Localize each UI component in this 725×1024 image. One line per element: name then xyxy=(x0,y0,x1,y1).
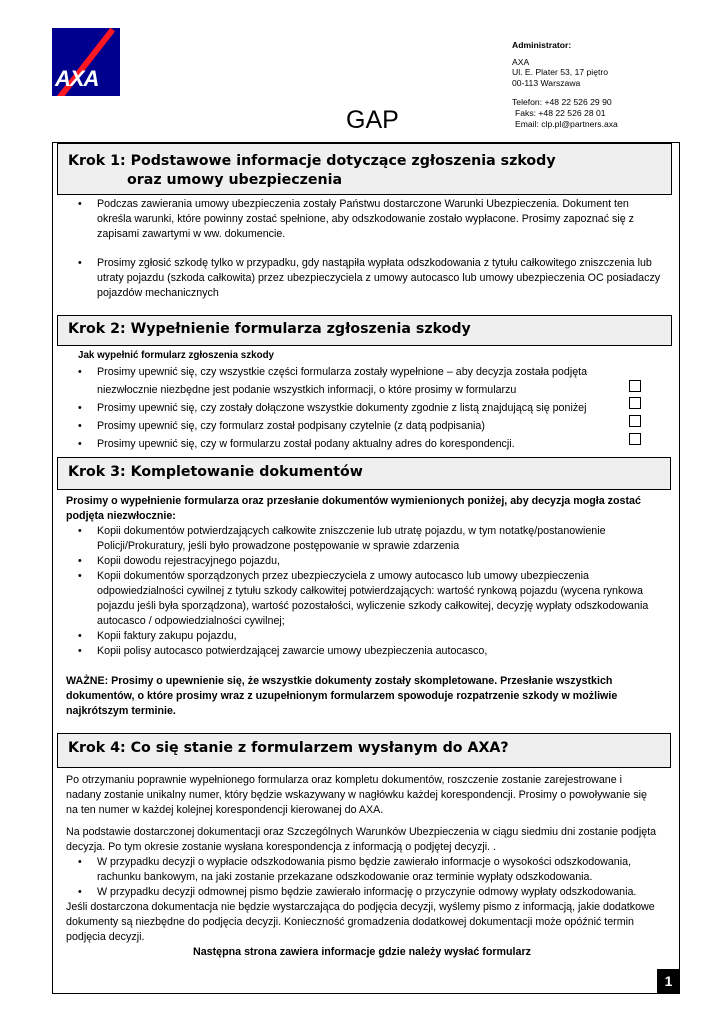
list-item: • Kopii dokumentów potwierdzających całkowite zniszczenie lub utratę pojazdu, w tym notatkę/postanowienie Policji/Prokuratury, jeśli było prowadzone postępowanie w sprawie zdarzenia xyxy=(78,525,606,552)
step4-content xyxy=(66,773,658,960)
admin-label: Administrator: xyxy=(512,40,572,50)
step1-title-line2: oraz umowy ubezpieczenia xyxy=(127,172,343,188)
step1-list xyxy=(66,197,662,301)
checkbox-form-signed[interactable] xyxy=(629,415,641,427)
step2-subtitle: Jak wypełnić formularz zgłoszenia szkody xyxy=(78,350,274,361)
step3-content xyxy=(66,494,656,719)
logo-text: AXA xyxy=(55,66,99,91)
step3-warning: WAŻNE: Prosimy o upewnienie się, że wszystkie dokumenty zostały skompletowane. Przesłanie wszystkich dokumentów, o które prosimy wraz z uzupełnionym formularzem spowoduje rozpatrzenie szkody w możliwie najkrótszym terminie. xyxy=(66,675,618,717)
list-item: • Prosimy upewnić się, czy formularz został podpisany czytelnie (z datą podpisania) xyxy=(78,420,485,432)
list-item: • Podczas zawierania umowy ubezpieczenia zostały Państwu dostarczone Warunki Ubezpieczenia. Dokument ten określa warunki, które powinny zostać spełnione, aby odszkodowanie zostało wypłacone. Prosimy zapoznać się z zapisami zawartymi w ww. dokumencie. xyxy=(78,198,635,240)
admin-phone: Telefon: +48 22 526 29 90 xyxy=(512,97,612,108)
checkbox-address-provided[interactable] xyxy=(629,433,641,445)
step1-header xyxy=(57,143,672,195)
next-page-note: Następna strona zawiera informacje gdzie należy wysłać formularz xyxy=(193,946,531,958)
step2-content xyxy=(66,348,626,453)
step2-title: Krok 2: Wypełnienie formularza zgłoszenia szkody xyxy=(68,321,471,337)
admin-street: Ul. E. Plater 53, 17 piętro xyxy=(512,67,609,78)
admin-company: AXA xyxy=(512,56,530,67)
list-item: • W przypadku decyzji odmownej pismo będzie zawierało informację o przyczynie odmowy wypłaty odszkodowania. xyxy=(78,886,637,898)
step1-content xyxy=(66,197,662,301)
list-item: • Prosimy upewnić się, czy zostały dołączone wszystkie dokumenty zgodnie z listą znajdującą się poniżej xyxy=(78,402,587,414)
list-item: • W przypadku decyzji o wypłacie odszkodowania pismo będzie zawierało informacje o wysokości odszkodowania, rachunku bankowym, na jaki zostanie przekazane odszkodowanie oraz terminie wypłaty odszkodowania. xyxy=(78,856,632,883)
step4-list xyxy=(66,855,658,900)
step4-para2: Na podstawie dostarczonej dokumentacji oraz Szczególnych Warunków Ubezpieczenia w ciągu siedmiu dni zostanie podjęta decyzja. Po tym okresie zostanie wysłana korespondencja z informacją o podjętej decyzji. . xyxy=(66,826,657,853)
list-item: • Kopii faktury zakupu pojazdu, xyxy=(78,630,237,642)
list-item: • Kopii dowodu rejestracyjnego pojazdu, xyxy=(78,555,280,567)
admin-city: 00-113 Warszawa xyxy=(512,77,581,88)
step2-header xyxy=(57,315,672,346)
checkbox-all-parts-filled[interactable] xyxy=(629,380,641,392)
page-title: GAP xyxy=(346,106,399,134)
step4-para3: Jeśli dostarczona dokumentacja nie będzie wystarczająca do podjęcia decyzji, wyślemy pismo z informacją, jakie dodatkowe dokumenty są niezbędne do podjęcia decyzji. Konieczność gromadzenia dodatkowej dokumentacji może opóźnić termin podjęcia decyzji. xyxy=(66,901,655,943)
list-item: • Kopii polisy autocasco potwierdzającej zawarcie umowy ubezpieczenia autocasco, xyxy=(78,645,488,657)
step1-title-line1: Krok 1: Podstawowe informacje dotyczące zgłoszenia szkody xyxy=(68,153,556,169)
list-item: • Prosimy upewnić się, czy wszystkie części formularza zostały wypełnione – aby decyzja została podjęta niezwłocznie niezbędne jest podanie wszystkich informacji, o które prosimy w formularzu xyxy=(78,366,588,396)
admin-email: Email: clp.pl@partners.axa xyxy=(515,118,618,129)
step4-title: Krok 4: Co się stanie z formularzem wysłanym do AXA? xyxy=(68,740,509,756)
list-item: • Prosimy zgłosić szkodę tylko w przypadku, gdy nastąpiła wypłata odszkodowania z tytułu całkowitego zniszczenia lub utraty pojazdu (szkoda całkowita) przez ubezpieczyciela z umowy autocasco lub umowy ubezpieczenia OC posiadaczy pojazdów mechanicznych xyxy=(78,257,661,299)
step3-header xyxy=(57,457,671,490)
admin-fax: Faks: +48 22 526 28 01 xyxy=(515,107,606,118)
step4-para1: Po otrzymaniu poprawnie wypełnionego formularza oraz kompletu dokumentów, roszczenie zostanie zarejestrowane i nadany zostanie unikalny numer, który będzie wskazywany w nagłówku każdej korespondencji. Prosimy o powoływanie się na ten numer w każdej kolejnej korespondencji kierowanej do AXA. xyxy=(66,774,647,816)
step4-header xyxy=(57,733,671,768)
administrator-block xyxy=(512,40,618,129)
step2-checklist xyxy=(66,363,626,453)
step3-intro: Prosimy o wypełnienie formularza oraz przesłanie dokumentów wymienionych poniżej, aby decyzja mogła zostać podjęta niezwłocznie: xyxy=(66,495,641,522)
axa-logo xyxy=(52,28,120,96)
list-item: • Kopii dokumentów sporządzonych przez ubezpieczyciela z umowy autocasco lub umowy ubezpieczenia odpowiedzialności cywilnej z tytułu szkody całkowitej potwierdzających: wartość rynkową pojazdu (wycena rynkowa pojazdu jeśli była sporządzona), wartość pozostałości, wyliczenie szkody całkowitej, decyzję wypłaty odszkodowania autocasco / odpowiedzialności cywilnej; xyxy=(78,570,649,627)
list-item: • Prosimy upewnić się, czy w formularzu został podany aktualny adres do korespondencji. xyxy=(78,438,515,450)
page-number: 1 xyxy=(657,969,680,994)
step3-title: Krok 3: Kompletowanie dokumentów xyxy=(68,464,363,480)
checkbox-documents-attached[interactable] xyxy=(629,397,641,409)
step3-list xyxy=(66,524,656,659)
